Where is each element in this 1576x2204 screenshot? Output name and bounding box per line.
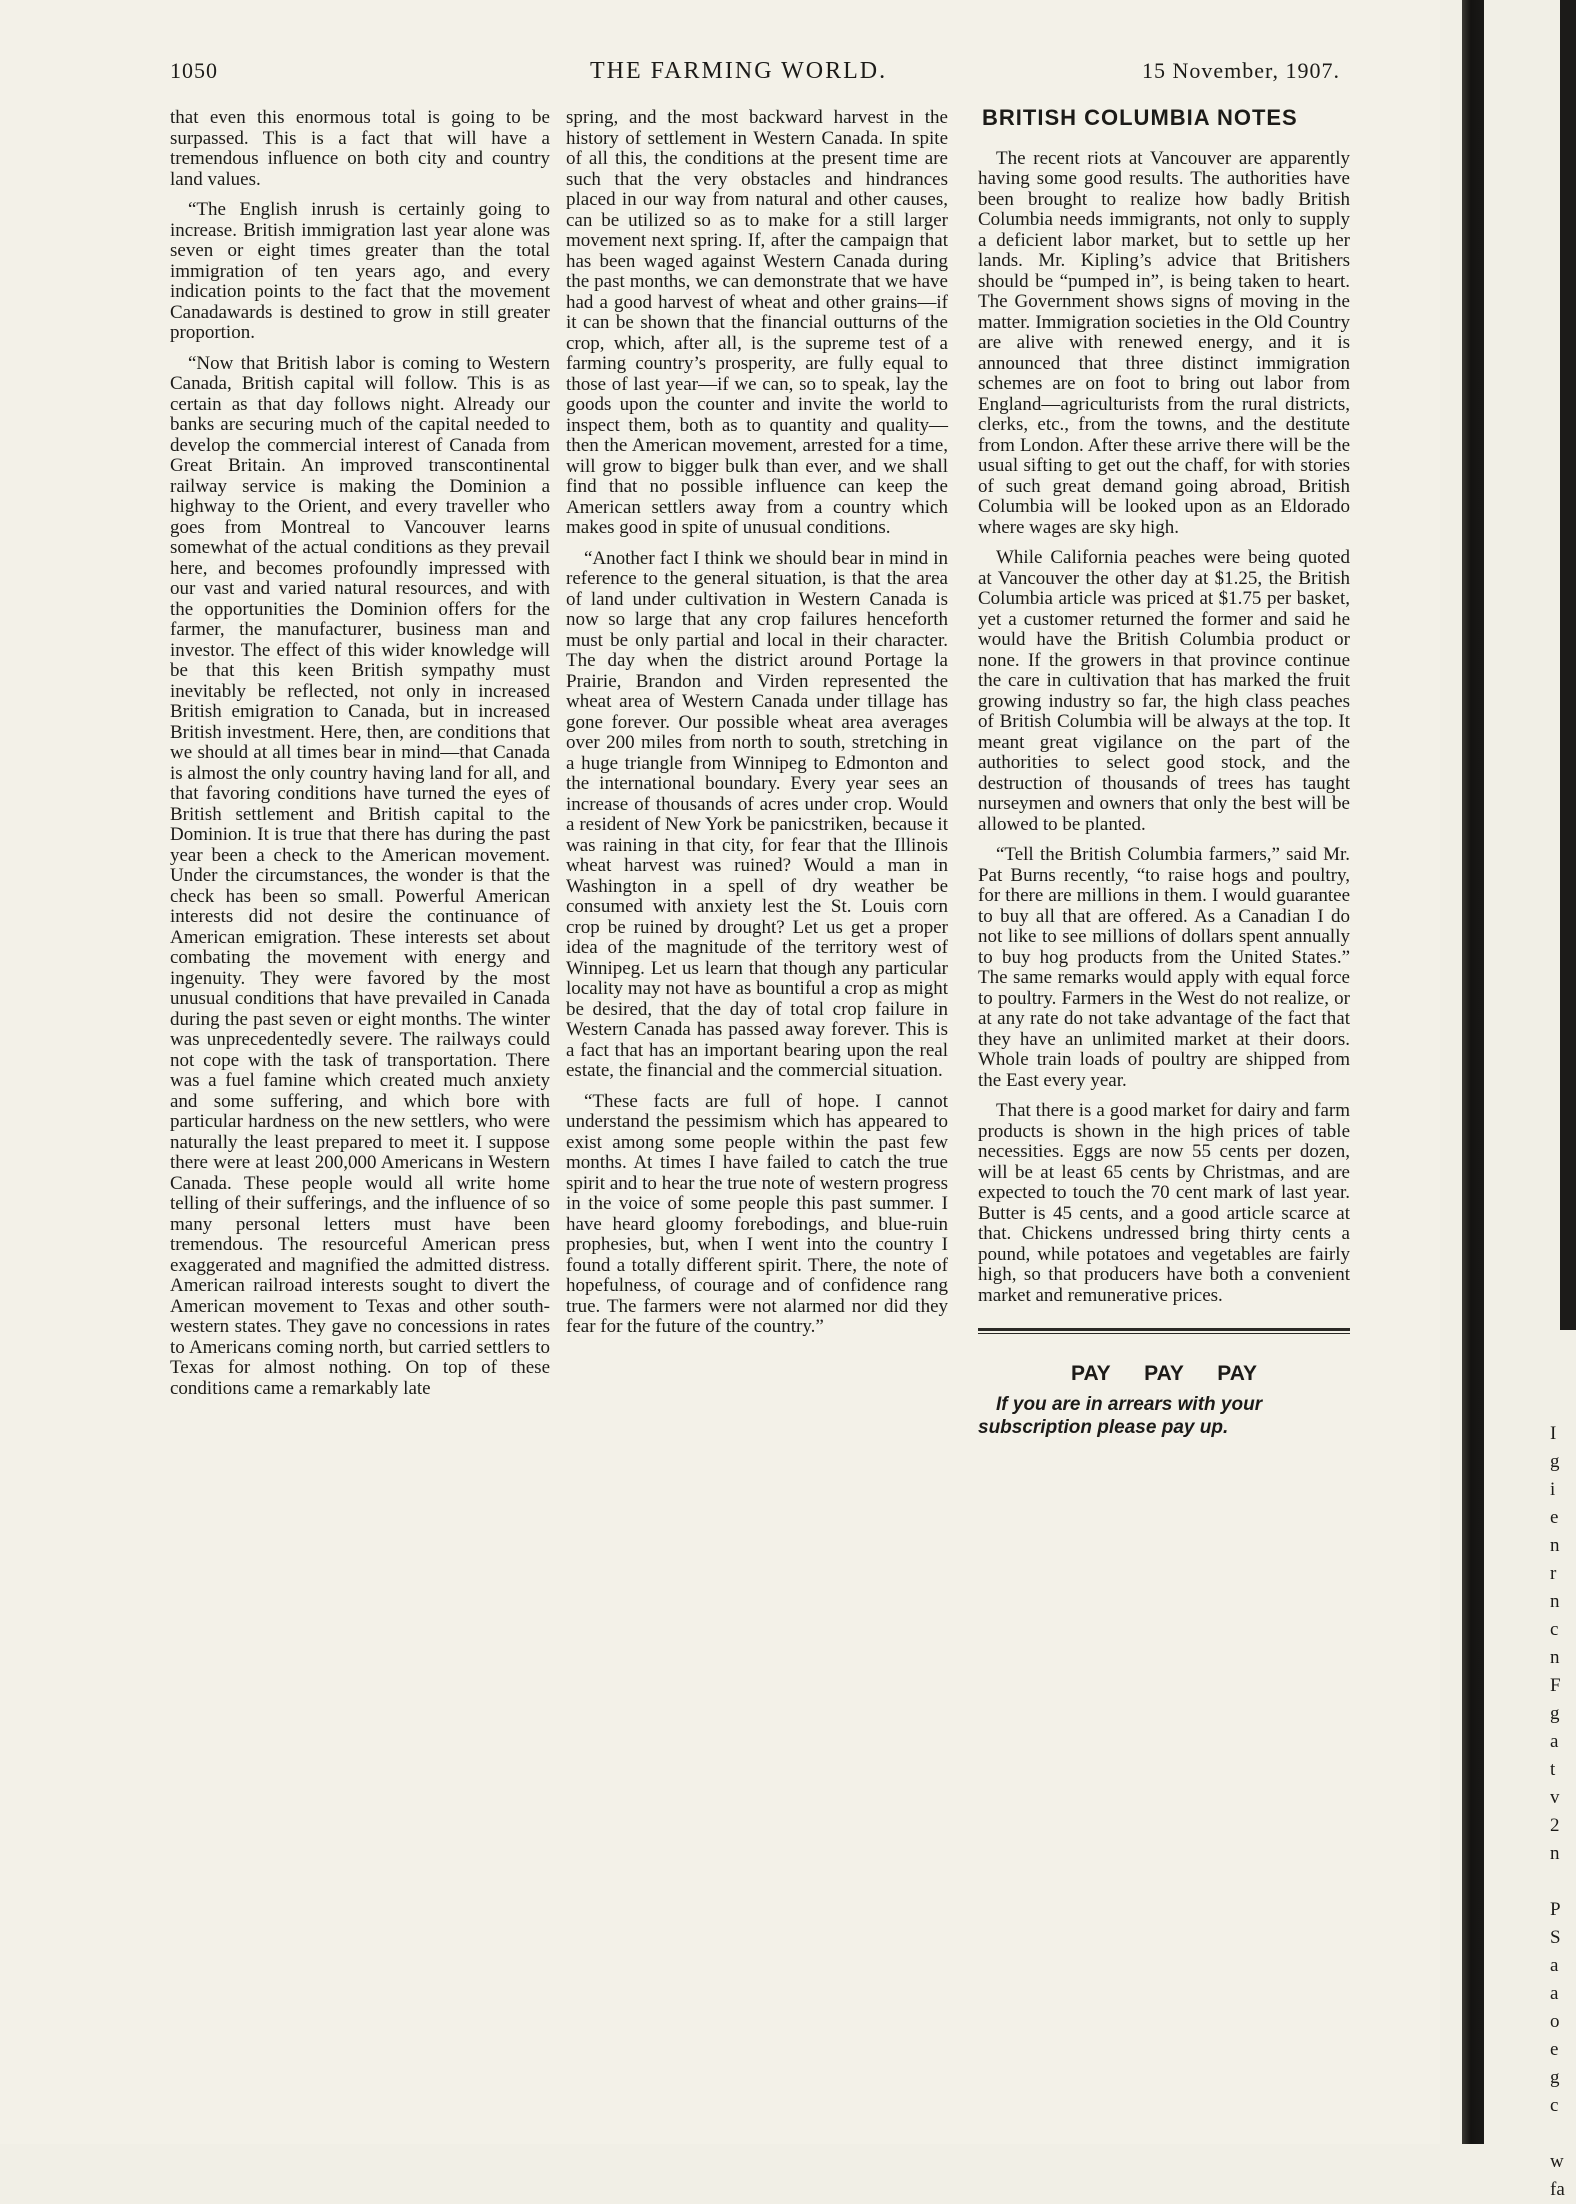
edge-letter: I — [1550, 1423, 1557, 1444]
notice-heading: PAY PAY PAY — [1071, 1362, 1257, 1385]
paragraph: “Now that British labor is coming to Western Canada, British capital will follow. This is as certain as that day follows night. Already our banks are securing much of the capital needed to develop the commercial interest of Canada from Great Britain. An improved transcontinental railway service is making the Dominion a highway to the Orient, and every traveller who goes from Montreal to Vancouver learns somewhat of the actual conditions as they prevail here, and becomes profoundly impressed with our vast and varied natural resources, and with the opportunities the Dominion offers for the farmer, the manufacturer, business man and investor. The effect of this wider knowledge will be that this keen British sympathy must inevitably be reflected, not only in increased British emigration to Canada, but in increased British investment. Here, then, are conditions that we should at all times bear in mind—that Canada is almost the only country having land for all, and that favoring conditions have turned the eyes of British settlement and British capital to the Dominion. It is true that there has during the past year been a check to the American movement. Under the circumstances, the wonder is that the check has been so small. Powerful American interests did not desire the continuance of American emigration. These interests set about combating the movement with energy and ingenuity. They were favored by the most unusual conditions that have prevailed in Canada during the past seven or eight months. The winter was unprecedentedly severe. The railways could not cope with the task of transportation. There was a fuel famine which created much anxiety and some suffering, and which bore with particular hardness on the new settlers, who were naturally the least prepared to meet it. I suppose there were at least 200,000 Americans in Western Canada. These people would all write home telling of their sufferings, and the influence of so many personal letters must have been tremendous. The resourceful American press exaggerated and magnified the admitted distress. American railroad interests sought to divert the American movement to Texas and other south-western states. They gave no concessions in rates to Americans coming north, but carried settlers to Texas for almost nothing. On top of these conditions came a remarkably late — [170, 352, 550, 1399]
edge-letter: n — [1550, 1647, 1560, 1668]
edge-letter: c — [1550, 1619, 1559, 1640]
notice-text: If you are in arrears with your subscription please pay up. — [978, 1393, 1263, 1438]
paragraph: That there is a good market for dairy and farm products is shown in the high prices of table necessities. Eggs are now 55 cents per dozen, will be at least 65 cents by Christmas, and are expected to touch the 70 cent mark of last year. Butter is 45 cents, and a good article scarce at that. Chickens undressed bring thirty cents a pound, while potatoes and vegetables are fairly high, so that producers have both a convenient market and remunerative prices. — [978, 1100, 1350, 1306]
edge-letter: g — [1550, 1451, 1560, 1472]
edge-letter: r — [1550, 1563, 1557, 1584]
adjacent-page-dark-area — [1560, 0, 1576, 1330]
journal-title: THE FARMING WORLD. — [590, 58, 888, 84]
edge-letter: e — [1550, 2039, 1559, 2060]
column-3 — [978, 105, 1350, 1449]
paragraph: that even this enormous total is going to be surpassed. This is a fact that will have a tremendous influence on both city and country land values. — [170, 107, 550, 190]
running-header — [170, 58, 1340, 88]
adjacent-page-text-fragment — [1550, 1420, 1576, 2204]
edge-letter: v — [1550, 1787, 1560, 1808]
edge-letter: fa — [1550, 2179, 1565, 2200]
edge-letter: n — [1550, 1535, 1560, 1556]
paragraph: spring, and the most backward harvest in the history of settlement in Western Canada. In spite of all this, the conditions at the present time are such that the very obstacles and hindrances placed in our way from natural and other causes, can be utilized so as to make for a still larger movement next spring. If, after the campaign that has been waged against Western Canada during the past months, we can demonstrate that we have had a good harvest of wheat and other grains—if it can be shown that the financial outturns of the crop, which, after all, is the supreme test of a farming country’s prosperity, are fully equal to those of last year—if we can, so to speak, lay the goods upon the counter and invite the world to inspect them, both as to quantity and quality—then the American movement, arrested for a time, will grow to bigger bulk than ever, and we shall find that no possible influence can keep the American settlers away from a country which makes good in spite of unusual conditions. — [566, 107, 948, 538]
paragraph: “The English inrush is certainly going to increase. British immigration last year alone was seven or eight times greater than the total immigration of ten years ago, and every indication points to the fact that the movement Canadawards is destined to grow in still greater proportion. — [170, 199, 550, 343]
edge-letter: F — [1550, 1675, 1561, 1696]
paragraph: While California peaches were being quoted at Vancouver the other day at $1.25, the British Columbia article was priced at $1.75 per basket, yet a customer returned the former and said he would have the British Columbia product or none. If the growers in that province continue the care in cultivation that has marked the fruit growing industry so far, the high class peaches of British Columbia will be always at the top. It meant great vigilance on the part of the authorities to select good stock, and the destruction of thousands of trees has taught nurseymen and owners that only the best will be allowed to be planted. — [978, 547, 1350, 835]
edge-letter: a — [1550, 1955, 1559, 1976]
edge-letter: P — [1550, 1899, 1561, 1920]
edge-letter: n — [1550, 1591, 1560, 1612]
edge-letter: n — [1550, 1843, 1560, 1864]
paragraph: “These facts are full of hope. I cannot understand the pessimism which has appeared to exist among some people within the past few months. At times I have failed to catch the true spirit and to hear the true note of western progress in the voice of some people this past summer. I have heard gloomy forebodings, and blue-ruin prophesies, but, when I went into the country I found a totally different spirit. There, the note of hopefulness, of courage and of confidence rang true. The farmers were not alarmed nor did they fear for the future of the country.” — [566, 1090, 948, 1337]
edge-letter: i — [1550, 1479, 1556, 1500]
edge-letter: o — [1550, 2011, 1560, 2032]
column-2 — [566, 108, 948, 1348]
section-title: BRITISH COLUMBIA NOTES — [982, 105, 1298, 130]
edge-letter: S — [1550, 1927, 1561, 1948]
edge-letter: g — [1550, 2067, 1560, 2088]
edge-letter — [1550, 1868, 1576, 1896]
edge-letter: t — [1550, 1759, 1556, 1780]
column-1 — [170, 108, 550, 1409]
paragraph: “Tell the British Columbia farmers,” said Mr. Pat Burns recently, “to raise hogs and poultry, for there are millions in them. I would guarantee to buy all that are offered. As a Canadian I do not like to see millions of dollars spent annually to buy hog products from the United States.” The same remarks would apply with equal force to poultry. Farmers in the West do not realize, or at any rate do not take advantage of the fact that they have an unlimited market at their doors. Whole train loads of poultry are shipped from the East every year. — [978, 844, 1350, 1091]
edge-letter: c — [1550, 2095, 1559, 2116]
edge-letter: a — [1550, 1731, 1559, 1752]
issue-date: 15 November, 1907. — [1142, 58, 1340, 83]
paragraph: “Another fact I think we should bear in mind in reference to the general situation, is that the area of land under cultivation in Western Canada is now so large that any crop failures henceforth must be only partial and local in their character. The day when the district around Portage la Prairie, Brandon and Virden represented the wheat area of Western Canada under tillage has gone forever. Our possible wheat area averages over 200 miles from north to south, stretching in a huge triangle from Winnipeg to Edmonton and the international boundary. Every year sees an increase of thousands of acres under crop. Would a resident of New York be panicstriken, because it was raining in that city, for fear that the Illinois wheat harvest was ruined? Would a man in Washington in a spell of dry weather be consumed with anxiety lest the St. Louis corn crop be ruined by drought? Let us get a proper idea of the magnitude of the territory west of Winnipeg. Let us learn that though any particular locality may not have as bountiful a crop as might be desired, that the day of total crop failure in Western Canada has passed away forever. This is a fact that has an important bearing upon the real estate, the financial and the commercial situation. — [566, 547, 948, 1081]
page-number: 1050 — [170, 58, 218, 83]
double-rule-divider — [978, 1328, 1350, 1334]
edge-letter: w — [1550, 2151, 1564, 2172]
edge-letter: a — [1550, 1983, 1559, 2004]
binding-shadow — [1462, 0, 1484, 2144]
paragraph: The recent riots at Vancouver are apparently having some good results. The authorities have been brought to realize how badly British Columbia needs immigrants, not only to supply a deficient labor market, but to settle up her lands. Mr. Kipling’s advice that Britishers should be “pumped in”, is being taken to heart. The Government shows signs of moving in the matter. Immigration societies in the Old Country are alive with renewed energy, and it is announced that three distinct immigration schemes are on foot to bring out labor from England—agriculturists from the rural districts, clerks, etc., from the towns, and the destitute from London. After these arrive there will be the usual sifting to get out the chaff, for with stories of such great demand going abroad, British Columbia will be looked upon as an Eldorado where wages are sky high. — [978, 147, 1350, 538]
edge-letter: e — [1550, 1507, 1559, 1528]
edge-letter: 2 — [1550, 1815, 1560, 1836]
edge-letter: g — [1550, 1703, 1560, 1724]
